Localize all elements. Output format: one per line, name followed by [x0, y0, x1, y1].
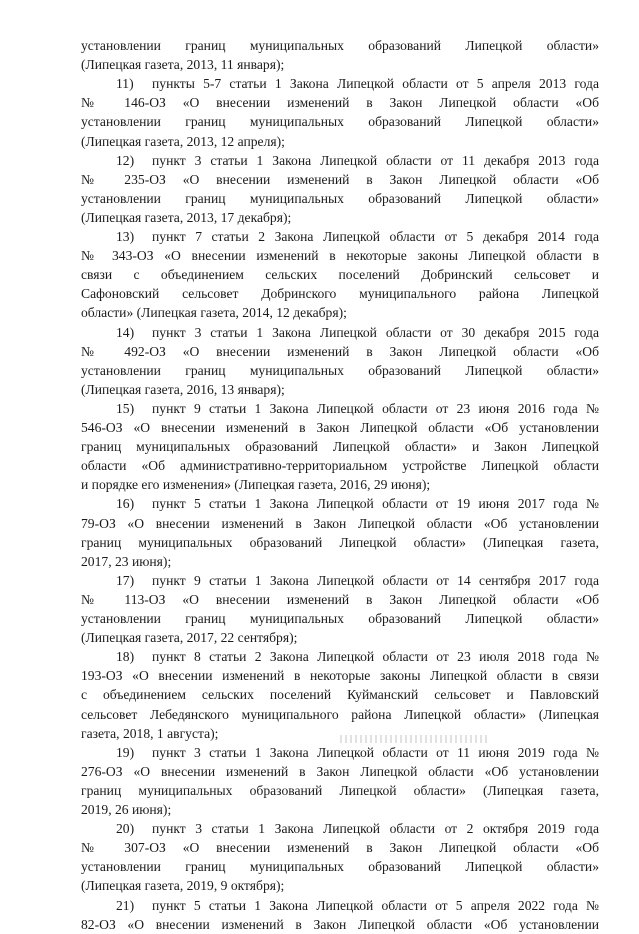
line-text: 193-ОЗ «О внесении изменений в некоторые законы Липецкой области в связи: [81, 668, 599, 683]
text-line: [81, 915, 599, 934]
list-item-number: 18): [116, 649, 135, 664]
text-line: [81, 361, 599, 380]
text-line: [81, 781, 599, 800]
text-line: [81, 609, 599, 628]
line-text: установлении границ муниципальных образований Липецкой области»: [81, 114, 599, 129]
line-text: (Липецкая газета, 2017, 22 сентября);: [81, 630, 298, 645]
line-text: 82-ОЗ «О внесении изменений в Закон Липецкой области «Об установлении: [81, 917, 599, 932]
text-line: [81, 628, 599, 647]
line-text: связи с объединением сельских поселений Добринский сельсовет и: [81, 267, 599, 282]
list-item-first-line: [116, 399, 599, 418]
line-text: области «Об административно-территориальном устройстве Липецкой области: [81, 458, 599, 473]
line-text: пункт 8 статьи 2 Закона Липецкой области от 23 июля 2018 года №: [152, 649, 599, 664]
list-item-number: 20): [116, 821, 135, 836]
list-item-number: 19): [116, 745, 135, 760]
line-text: пункт 7 статьи 2 Закона Липецкой области от 5 декабря 2014 года: [152, 229, 599, 244]
line-text: № 235-ОЗ «О внесении изменений в Закон Липецкой области «Об: [81, 172, 599, 187]
list-item-number: 12): [116, 153, 135, 168]
line-text: пункт 3 статьи 1 Закона Липецкой области от 2 октября 2019 года: [152, 821, 599, 836]
text-line: [81, 170, 599, 189]
list-item-first-line: [116, 896, 599, 915]
text-line: [81, 437, 599, 456]
line-text: Сафоновский сельсовет Добринского муниципального района Липецкой: [81, 286, 599, 301]
list-item-first-line: [116, 571, 599, 590]
faint-stamp-mark: [340, 735, 490, 743]
list-item-number: 16): [116, 496, 135, 511]
list-item-number: 14): [116, 325, 135, 340]
line-text: пункт 3 статьи 1 Закона Липецкой области от 11 июня 2019 года №: [152, 745, 599, 760]
list-item-number: 17): [116, 573, 135, 588]
list-item-first-line: [116, 74, 599, 93]
text-line: [81, 265, 599, 284]
text-line: [81, 762, 599, 781]
line-text: (Липецкая газета, 2013, 12 апреля);: [81, 134, 285, 149]
text-line: [81, 36, 599, 55]
line-text: пункт 3 статьи 1 Закона Липецкой области от 11 декабря 2013 года: [152, 153, 599, 168]
list-item-first-line: [116, 151, 599, 170]
text-line: [81, 208, 599, 227]
line-text: установлении границ муниципальных образований Липецкой области»: [81, 363, 599, 378]
list-item-first-line: [116, 647, 599, 666]
text-line: [81, 380, 599, 399]
text-line: [81, 342, 599, 361]
text-line: [81, 514, 599, 533]
text-line: [81, 418, 599, 437]
line-text: пункт 5 статьи 1 Закона Липецкой области от 19 июня 2017 года №: [152, 496, 599, 511]
text-line: [81, 857, 599, 876]
line-text: области» (Липецкая газета, 2014, 12 декабря);: [81, 305, 347, 320]
list-item-number: 15): [116, 401, 135, 416]
list-item-number: 21): [116, 898, 135, 913]
line-text: № 492-ОЗ «О внесении изменений в Закон Липецкой области «Об: [81, 344, 599, 359]
line-text: № 307-ОЗ «О внесении изменений в Закон Липецкой области «Об: [81, 840, 599, 855]
text-line: [81, 590, 599, 609]
text-line: [81, 55, 599, 74]
line-text: и порядке его изменения» (Липецкая газета, 2016, 29 июня);: [81, 477, 431, 492]
line-text: 79-ОЗ «О внесении изменений в Закон Липецкой области «Об установлении: [81, 516, 599, 531]
line-text: (Липецкая газета, 2016, 13 января);: [81, 382, 285, 397]
text-line: [81, 876, 599, 895]
line-text: установлении границ муниципальных образований Липецкой области»: [81, 859, 599, 874]
list-item-first-line: [116, 227, 599, 246]
text-line: [81, 456, 599, 475]
line-text: № 146-ОЗ «О внесении изменений в Закон Липецкой области «Об: [81, 95, 599, 110]
text-line: [81, 666, 599, 685]
line-text: границ муниципальных образований Липецкой области» и Закон Липецкой: [81, 439, 599, 454]
line-text: границ муниципальных образований Липецкой области» (Липецкая газета,: [81, 535, 599, 550]
line-text: пункт 9 статьи 1 Закона Липецкой области от 23 июня 2016 года №: [152, 401, 599, 416]
line-text: (Липецкая газета, 2013, 11 января);: [81, 57, 285, 72]
line-text: сельсовет Лебедянского муниципального района Липецкой области» (Липецкая: [81, 707, 599, 722]
line-text: газета, 2018, 1 августа);: [81, 726, 219, 741]
line-text: № 343-ОЗ «О внесении изменений в некоторые законы Липецкой области в: [81, 248, 599, 263]
line-text: пункт 3 статьи 1 Закона Липецкой области от 30 декабря 2015 года: [152, 325, 599, 340]
line-text: 2017, 23 июня);: [81, 554, 172, 569]
list-item-number: 11): [116, 76, 134, 91]
list-item-first-line: [116, 494, 599, 513]
line-text: пункт 5 статьи 1 Закона Липецкой области от 5 апреля 2022 года №: [152, 898, 599, 913]
text-line: [81, 284, 599, 303]
line-text: с объединением сельских поселений Куйманский сельсовет и Павловский: [81, 687, 599, 702]
line-text: пункты 5-7 статьи 1 Закона Липецкой области от 5 апреля 2013 года: [152, 76, 599, 91]
text-line: [81, 246, 599, 265]
line-text: установлении границ муниципальных образований Липецкой области»: [81, 38, 599, 53]
list-item-first-line: [116, 743, 599, 762]
text-line: [81, 303, 599, 322]
line-text: 2019, 26 июня);: [81, 802, 172, 817]
text-line: [81, 838, 599, 857]
text-line: [81, 93, 599, 112]
line-text: 546-ОЗ «О внесении изменений в Закон Липецкой области «Об установлении: [81, 420, 599, 435]
text-line: [81, 685, 599, 704]
text-line: [81, 552, 599, 571]
list-item-first-line: [116, 819, 599, 838]
text-line: [81, 475, 599, 494]
line-text: (Липецкая газета, 2013, 17 декабря);: [81, 210, 292, 225]
text-line: [81, 112, 599, 131]
text-line: [81, 705, 599, 724]
list-item-number: 13): [116, 229, 135, 244]
line-text: установлении границ муниципальных образований Липецкой области»: [81, 611, 599, 626]
line-text: пункт 9 статьи 1 Закона Липецкой области от 14 сентября 2017 года: [152, 573, 599, 588]
line-text: (Липецкая газета, 2019, 9 октября);: [81, 878, 285, 893]
text-line: [81, 189, 599, 208]
line-text: границ муниципальных образований Липецкой области» (Липецкая газета,: [81, 783, 599, 798]
list-item-first-line: [116, 323, 599, 342]
line-text: № 113-ОЗ «О внесении изменений в Закон Липецкой области «Об: [81, 592, 599, 607]
text-line: [81, 132, 599, 151]
line-text: установлении границ муниципальных образований Липецкой области»: [81, 191, 599, 206]
text-line: [81, 533, 599, 552]
line-text: 276-ОЗ «О внесении изменений в Закон Липецкой области «Об установлении: [81, 764, 599, 779]
text-line: [81, 800, 599, 819]
